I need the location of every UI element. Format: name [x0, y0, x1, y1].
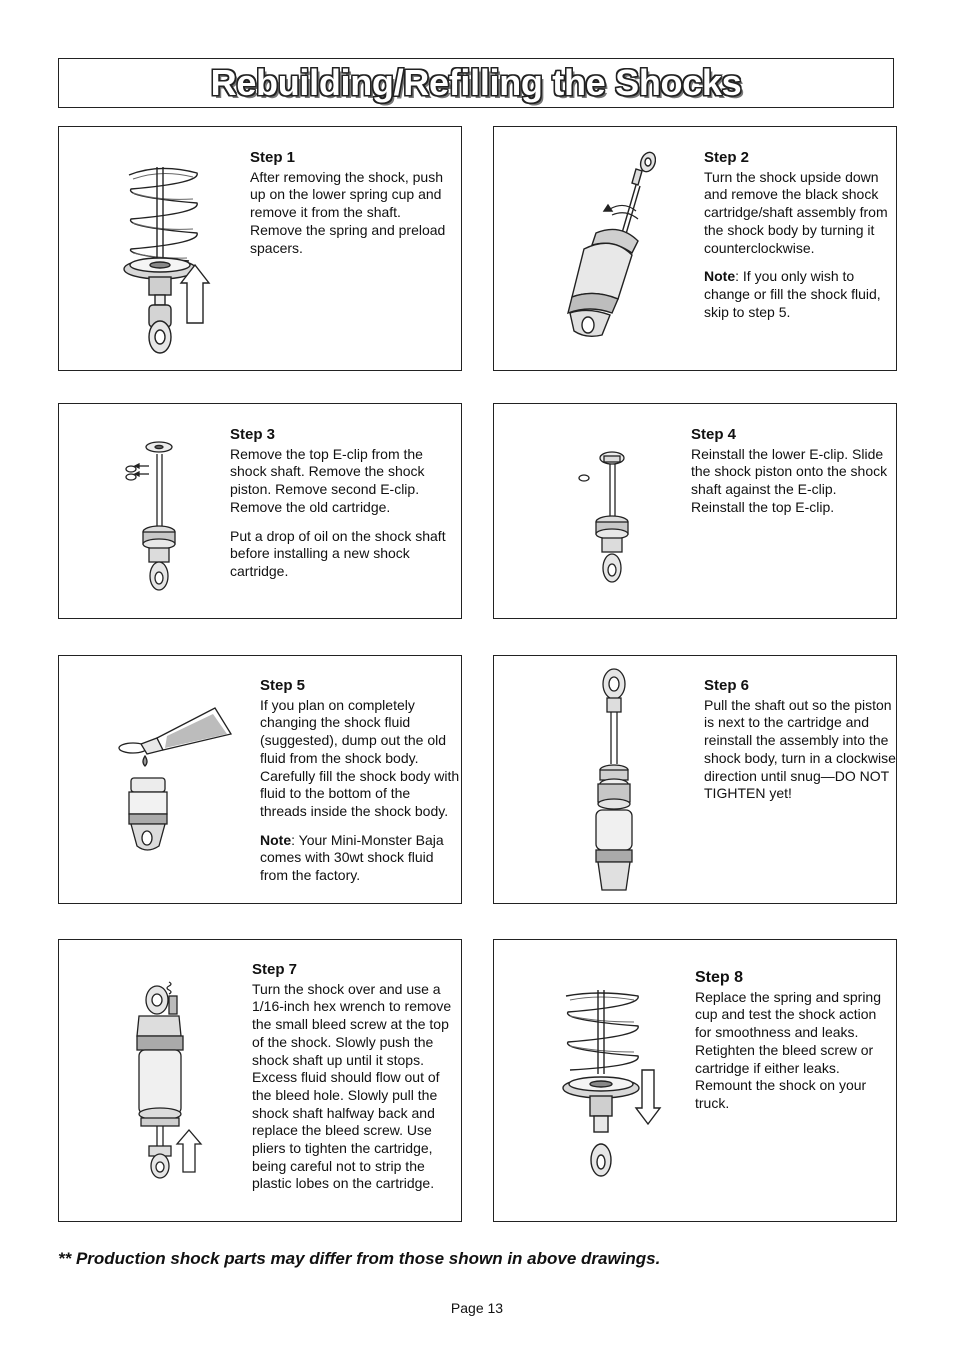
- step-4-panel: [493, 403, 897, 619]
- step-5-note-label: Note: [260, 831, 292, 848]
- step-8-heading: Step 8: [695, 969, 744, 986]
- step-1-text: [250, 149, 450, 268]
- step-8-instructions: Replace the spring and spring cup and test the shock action for smoothness and leaks. Retighten the bleed screw or cartridge if either leaks. Remount the shock on your truck.: [695, 988, 882, 1111]
- step-2-note-text: : If you only wish to change or fill the shock fluid, skip to step 5.: [704, 268, 881, 320]
- step-1-instructions: After removing the shock, push up on the lower spring cup and remove it from the shaft. Remove the spring and preload spacers.: [250, 168, 446, 256]
- step-8-panel: [493, 939, 897, 1222]
- step-5-panel: [58, 655, 462, 904]
- step-2-note: [704, 268, 894, 321]
- step-2-note-label: Note: [704, 268, 736, 285]
- shock-piston-removal-illustration: [121, 440, 185, 596]
- step-4-heading: Step 4: [691, 426, 737, 443]
- fluid-filling-illustration: [115, 706, 235, 866]
- title-box: [58, 58, 894, 108]
- step-5-instructions: If you plan on completely changing the shock fluid (suggested), dump out the old fluid from the shock body. Carefully fill the shock body with fluid to the bottom of the threads inside the shock body.: [260, 696, 460, 819]
- step-2-heading: Step 2: [704, 149, 750, 166]
- step-5-note-text: : Your Mini-Monster Baja comes with 30wt shock fluid from the factory.: [260, 831, 444, 884]
- step-2-instructions: Turn the shock upside down and remove the black shock cartridge/shaft assembly from the shock body by turning it counterclockwise.: [704, 168, 888, 256]
- step-2-text: [704, 149, 894, 332]
- step-5-heading: Step 5: [260, 677, 306, 694]
- spring-reinstall-illustration: [558, 990, 668, 1186]
- bleed-screw-illustration: [131, 980, 203, 1180]
- shock-cartridge-removal-illustration: [560, 149, 656, 339]
- step-7-text: [252, 961, 461, 1204]
- step-1-heading: Step 1: [250, 149, 296, 166]
- step-3-text: [230, 426, 458, 592]
- step-6-heading: Step 6: [704, 677, 750, 694]
- step-5-text: [260, 677, 460, 896]
- step-2-panel: [493, 126, 897, 371]
- page-title: Rebuilding/Refilling the Shocks: [210, 62, 742, 103]
- step-1-panel: [58, 126, 462, 371]
- production-disclaimer: ** Production shock parts may differ from those shown in above drawings.: [58, 1249, 661, 1268]
- page-number: Page 13: [450, 1300, 504, 1316]
- step-6-instructions: Pull the shaft out so the piston is next to the cartridge and reinstall the assembly into the shock body, turn in a clockwise direction until snug—DO NOT TIGHTEN yet!: [704, 696, 896, 802]
- step-8-text: [695, 969, 893, 1124]
- step-4-text: [691, 426, 891, 528]
- step-3-instructions: Remove the top E-clip from the shock shaft. Remove the shock piston. Remove second E-clip. Remove the old cartridge.: [230, 445, 425, 515]
- step-6-text: [704, 677, 896, 814]
- step-3-tip: Put a drop of oil on the shock shaft before installing a new shock cartridge.: [230, 527, 446, 579]
- step-6-panel: [493, 655, 897, 904]
- step-7-instructions: Turn the shock over and use a 1/16-inch hex wrench to remove the small bleed screw at the top of the shock. Slowly push the shock shaft up until it stops. Excess fluid should flow out of the bleed hole. Slowly pull the shock shaft halfway back and replace the bleed screw. Use pliers to tighten the cartridge, being careful not to strip the plastic lobes on the cartridge.: [252, 980, 452, 1192]
- shock-spring-removal-illustration: [119, 165, 219, 361]
- step-7-heading: Step 7: [252, 961, 298, 978]
- step-7-panel: [58, 939, 462, 1222]
- step-3-heading: Step 3: [230, 426, 276, 443]
- shock-piston-install-illustration: [576, 450, 636, 588]
- step-3-panel: [58, 403, 462, 619]
- cartridge-reinstall-illustration: [590, 668, 650, 894]
- step-5-note: [260, 832, 460, 885]
- step-4-instructions: Reinstall the lower E-clip. Slide the shock piston onto the shock shaft against the E-clip. Reinstall the top E-clip.: [691, 445, 888, 515]
